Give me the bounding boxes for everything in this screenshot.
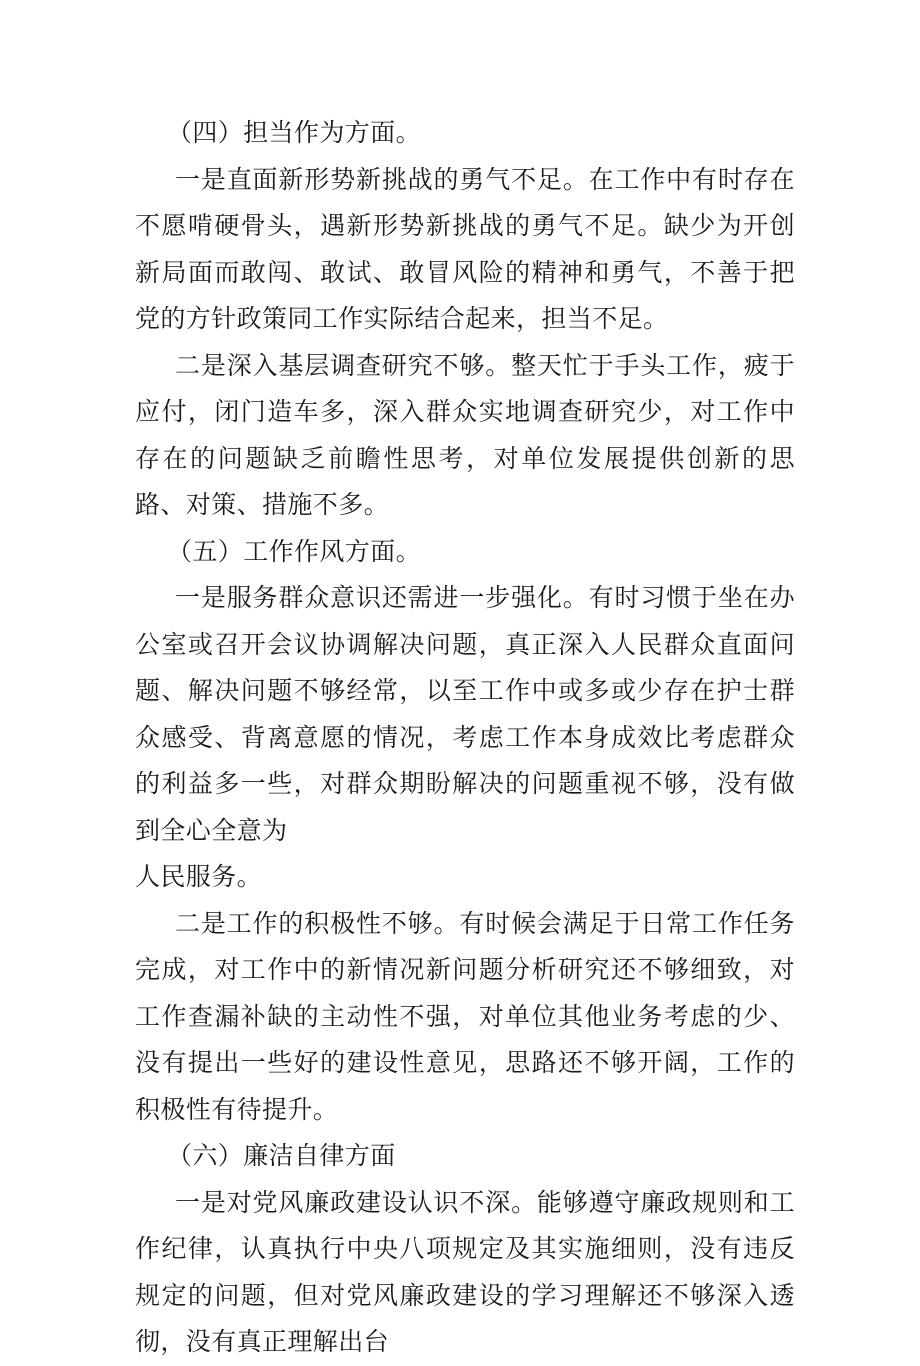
document-body [135, 110, 795, 1366]
paragraph-4-1: 一是直面新形势新挑战的勇气不足。在工作中有时存在不愿啃硬骨头，遇新形势新挑战的勇气不足。缺少为开创新局面而敢闯、敢试、敢冒风险的精神和勇气，不善于把党的方针政策同工作实际结合起来，担当不足。 [135, 164, 795, 333]
paragraph-5-1 [135, 575, 795, 901]
paragraph-4-2: 二是深入基层调查研究不够。整天忙于手头工作，疲于应付，闭门造车多，深入群众实地调查研究少，对工作中存在的问题缺乏前瞻性思考，对单位发展提供创新的思路、对策、措施不多。 [135, 350, 795, 519]
section-heading-6: （六）廉洁自律方面 [167, 1141, 396, 1170]
section-heading-5: （五）工作作风方面。 [167, 536, 422, 566]
paragraph-6-1: 一是对党风廉政建设认识不深。能够遵守廉政规则和工作纪律，认真执行中央八项规定及其实施细则，没有违反规定的问题，但对党风廉政建设的学习理解还不够深入透彻，没有真正理解出台 [135, 1187, 795, 1356]
paragraph-5-1-continuation: 人民服务。 [135, 862, 263, 891]
paragraph-5-2: 二是工作的积极性不够。有时候会满足于日常工作任务完成，对工作中的新情况新问题分析研究还不够细致，对工作查漏补缺的主动性不强，对单位其他业务考虑的少、没有提出一些好的建设性意见，思路还不够开阔，工作的积极性有待提升。 [135, 908, 795, 1124]
paragraph-5-1-text: 一是服务群众意识还需进一步强化。有时习惯于坐在办公室或召开会议协调解决问题，真正深入人民群众直面问题、解决问题不够经常，以至工作中或多或少存在护士群众感受、背离意愿的情况，考虑工作本身成效比考虑群众的利益多一些，对群众期盼解决的问题重视不够，没有做到全心全意为 [135, 583, 795, 845]
section-heading-4: （四）担当作为方面。 [167, 118, 422, 147]
